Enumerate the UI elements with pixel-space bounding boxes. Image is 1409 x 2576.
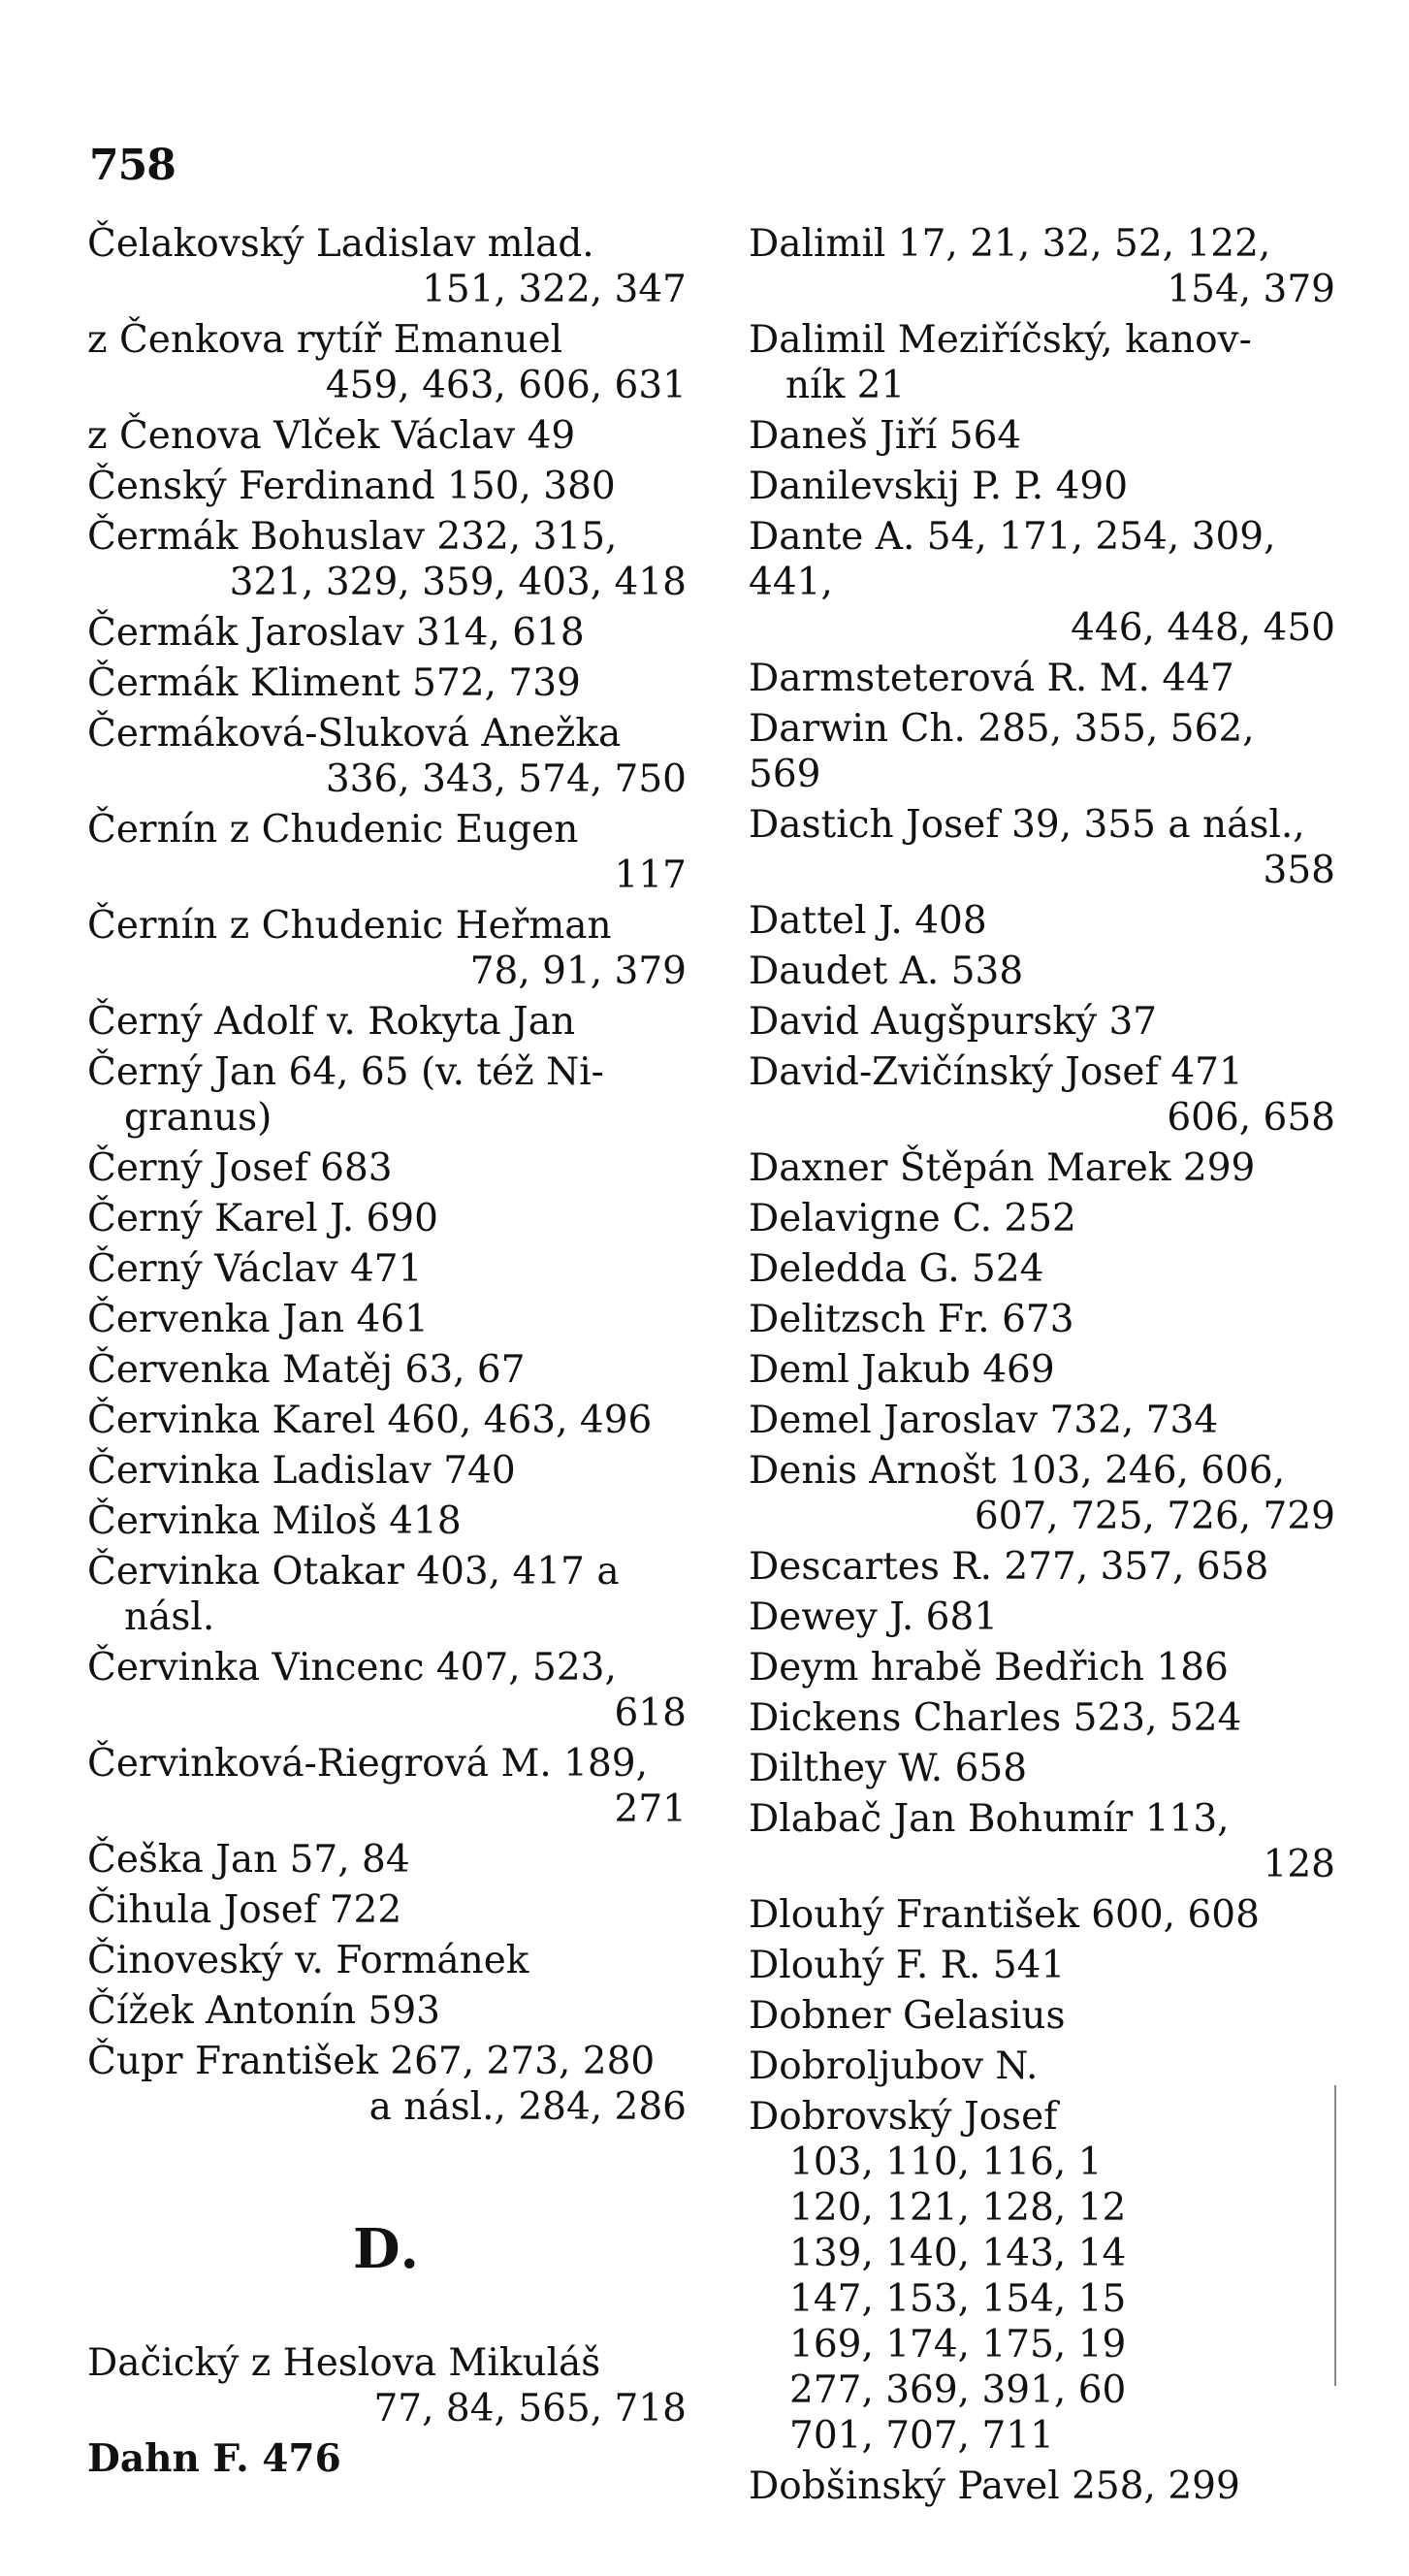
index-entry [749, 1297, 1335, 1342]
index-entry-pages: 117 [614, 853, 687, 897]
index-entry-pages: 128 [1263, 1843, 1335, 1886]
index-entry-continuation: granus) [124, 1096, 272, 1140]
index-entry [749, 1594, 1335, 1640]
index-entry-heading: Dickens Charles 523, 524 [749, 1696, 1242, 1740]
index-entry [87, 660, 687, 706]
index-entry [87, 1347, 687, 1393]
index-entry [749, 1246, 1335, 1292]
index-entry-pages: 169, 174, 175, 19 [789, 2323, 1127, 2367]
index-entry [87, 2039, 687, 2130]
index-entry [87, 1398, 687, 1443]
index-entry-pages: 358 [1263, 849, 1335, 892]
index-entry-heading: Dačický z Heslova Mikuláš [87, 2341, 601, 2385]
index-entry [749, 1347, 1335, 1393]
index-entry-pages: 277, 369, 391, 60 [789, 2368, 1127, 2412]
index-entry-heading: Čermák Bohuslav 232, 315, [87, 515, 618, 559]
index-entry [749, 1448, 1335, 1539]
index-entry [749, 2044, 1335, 2089]
index-entry-pages: 701, 707, 711 [789, 2414, 1054, 2458]
index-entry-heading: Čupr František 267, 273, 280 [87, 2040, 656, 2083]
index-entry-heading: Černý Josef 683 [87, 1146, 393, 1190]
index-entry [87, 1049, 687, 1141]
index-entry-heading: Činoveský v. Formánek [87, 1939, 529, 1982]
index-entry [87, 807, 687, 898]
index-entry-heading: Černín z Chudenic Eugen [87, 808, 579, 852]
index-entry-pages: 606, 658 [1167, 1096, 1335, 1140]
index-entry-continuation: násl. [124, 1595, 215, 1639]
index-entry [87, 999, 687, 1045]
index-entry [87, 317, 687, 408]
index-entry [87, 221, 687, 312]
index-entry [87, 1887, 687, 1933]
index-entry-heading: Darmsteterová R. M. 447 [749, 657, 1234, 700]
index-entry [87, 903, 687, 994]
index-entry-heading: Čížek Antonín 593 [87, 1989, 440, 2033]
index-entry-pages: 77, 84, 565, 718 [373, 2387, 687, 2431]
index-entry [87, 1498, 687, 1544]
index-entry-pages: a násl., 284, 286 [368, 2085, 687, 2129]
index-entry-heading: Červinková-Riegrová M. 189, [87, 1742, 649, 1786]
index-entry [749, 2094, 1335, 2459]
index-entry [749, 1049, 1335, 1141]
index-entry [87, 1645, 687, 1736]
index-entry-pages: 618 [614, 1691, 687, 1735]
index-entry-heading: Čermáková-Sluková Anežka [87, 712, 622, 756]
index-entry-heading: Denis Arnošt 103, 246, 606, [749, 1449, 1286, 1493]
index-entry-pages: 607, 725, 726, 729 [974, 1495, 1335, 1538]
index-entry-heading: Dahn F. 476 [87, 2436, 341, 2481]
index-entry-heading: Demel Jaroslav 732, 734 [749, 1399, 1219, 1442]
index-entry [749, 802, 1335, 893]
section-heading: D. [352, 2217, 422, 2281]
index-entry [749, 464, 1335, 509]
index-entry-heading: Dastich Josef 39, 355 a násl., [749, 803, 1305, 847]
index-entry-heading: Danilevskij P. P. 490 [749, 465, 1129, 508]
index-entry-heading: Čelakovský Ladislav mlad. [87, 222, 594, 266]
index-entry-heading: Dobroljubov N. [749, 2045, 1039, 2088]
index-entry [87, 711, 687, 802]
index-entry [87, 1549, 687, 1640]
index-entry-heading: Daudet A. 538 [749, 950, 1024, 993]
index-entry-heading: Descartes R. 277, 357, 658 [749, 1545, 1269, 1589]
index-entry-heading: Dattel J. 408 [749, 899, 987, 943]
index-entry-heading: Červinka Ladislav 740 [87, 1449, 516, 1493]
index-column-right [749, 221, 1335, 2514]
index-entry [749, 1796, 1335, 1887]
index-entry-heading: Čihula Josef 722 [87, 1888, 402, 1932]
index-entry-heading: Dlouhý F. R. 541 [749, 1944, 1066, 1987]
index-entry-heading: Dobrovský Josef [749, 2095, 1058, 2139]
index-entry-heading: Černý Karel J. 690 [87, 1197, 438, 1240]
index-entry-heading: Delavigne C. 252 [749, 1197, 1076, 1240]
index-entry-heading: Červinka Otakar 403, 417 a [87, 1550, 620, 1594]
index-entry-pages: 271 [614, 1787, 687, 1831]
index-entry-heading: Dlouhý František 600, 608 [749, 1893, 1260, 1937]
index-entry-pages: 120, 121, 128, 12 [789, 2186, 1127, 2230]
index-entry-heading: Červinka Karel 460, 463, 496 [87, 1399, 653, 1442]
index-entry-heading: Černín z Chudenic Heřman [87, 904, 612, 948]
index-entry-heading: Češka Jan 57, 84 [87, 1838, 410, 1882]
index-entry-heading: David Augšpurský 37 [749, 1000, 1158, 1044]
index-entry-heading: Deml Jakub 469 [749, 1348, 1055, 1392]
index-entry-heading: Červinka Vincenc 407, 523, [87, 1646, 617, 1690]
index-entry-heading: Dlabač Jan Bohumír 113, [749, 1797, 1230, 1841]
index-entry-heading: Deym hrabě Bedřich 186 [749, 1646, 1229, 1690]
index-entry-pages: 139, 140, 143, 14 [789, 2232, 1127, 2275]
index-entry [87, 1837, 687, 1883]
page-number: 758 [89, 141, 176, 190]
index-entry-pages: 151, 322, 347 [422, 268, 687, 311]
index-entry [749, 1145, 1335, 1191]
index-entry-heading: Dobner Gelasius [749, 1994, 1066, 2038]
index-entry [87, 413, 687, 459]
index-entry-heading: David-Zvičínský Josef 471 [749, 1050, 1243, 1094]
index-entry [749, 1398, 1335, 1443]
index-entry-heading: Černý Adolf v. Rokyta Jan [87, 1000, 576, 1044]
index-entry-heading: Deledda G. 524 [749, 1247, 1044, 1291]
index-entry-heading: Daneš Jiří 564 [749, 414, 1022, 458]
index-entry-heading: Delitzsch Fr. 673 [749, 1298, 1074, 1341]
index-entry [749, 1943, 1335, 1988]
index-entry-heading: Darwin Ch. 285, 355, 562, 569 [749, 707, 1255, 796]
index-entry-heading: Červinka Miloš 418 [87, 1499, 462, 1543]
index-entry [749, 317, 1335, 408]
index-entry [749, 898, 1335, 944]
index-entry-heading: Dalimil 17, 21, 32, 52, 122, [749, 222, 1271, 266]
index-entry [87, 610, 687, 656]
index-entry-continuation: ník 21 [785, 364, 906, 407]
index-entry-pages: 446, 448, 450 [1071, 606, 1335, 650]
index-entry [749, 1993, 1335, 2039]
index-entry [749, 999, 1335, 1045]
index-entry-heading: Červenka Matěj 63, 67 [87, 1348, 526, 1392]
index-entry-heading: Daxner Štěpán Marek 299 [749, 1146, 1256, 1190]
index-entry [749, 949, 1335, 994]
index-entry-pages: 103, 110, 116, 1 [789, 2141, 1103, 2184]
index-entry [749, 221, 1335, 312]
index-entry [749, 706, 1335, 797]
index-entry-heading: Červenka Jan 461 [87, 1298, 429, 1341]
index-entry [749, 1892, 1335, 1938]
index-entry [749, 1746, 1335, 1791]
index-entry [749, 413, 1335, 459]
index-column-left [87, 221, 687, 2487]
column-edge-rule [1334, 2085, 1336, 2386]
index-entry-heading: Čermák Kliment 572, 739 [87, 661, 581, 705]
index-entry-pages: 154, 379 [1167, 268, 1335, 311]
index-entry-heading: z Čenova Vlček Václav 49 [87, 414, 576, 458]
index-entry [87, 1741, 687, 1832]
index-entry-pages: 336, 343, 574, 750 [325, 757, 687, 801]
index-entry [87, 2436, 687, 2482]
index-entry [749, 1645, 1335, 1690]
index-entry-heading: z Čenkova rytíř Emanuel [87, 318, 563, 362]
index-entry-heading: Čenský Ferdinand 150, 380 [87, 465, 616, 508]
index-entry [87, 2340, 687, 2431]
index-entry [87, 1448, 687, 1494]
index-entry [87, 514, 687, 605]
index-entry [87, 1196, 687, 1241]
index-entry-pages: 147, 153, 154, 15 [789, 2277, 1127, 2321]
index-entry-heading: Čermák Jaroslav 314, 618 [87, 611, 585, 655]
index-entry-heading: Dalimil Meziříčský, kanov- [749, 318, 1252, 362]
index-entry [749, 1544, 1335, 1590]
index-entry [749, 514, 1335, 651]
index-entry-pages: 321, 329, 359, 403, 418 [229, 561, 687, 604]
index-entry [87, 464, 687, 509]
index-entry [87, 1246, 687, 1292]
index-entry-pages: 459, 463, 606, 631 [325, 364, 687, 407]
index-entry-pages: 78, 91, 379 [469, 950, 687, 993]
index-entry-heading: Černý Václav 471 [87, 1247, 423, 1291]
index-entry-heading: Černý Jan 64, 65 (v. též Ni- [87, 1050, 604, 1094]
index-entry [87, 1938, 687, 1983]
index-entry-heading: Dewey J. 681 [749, 1595, 999, 1639]
index-entry-heading: Dilthey W. 658 [749, 1747, 1028, 1790]
index-entry-heading: Dante A. 54, 171, 254, 309, 441, [749, 515, 1276, 604]
index-entry [87, 1297, 687, 1342]
index-entry [749, 2463, 1335, 2509]
index-entry [749, 1196, 1335, 1241]
index-entry [749, 1695, 1335, 1741]
index-entry-heading: Dobšinský Pavel 258, 299 [749, 2464, 1240, 2508]
index-entry [87, 1988, 687, 2034]
index-entry [87, 1145, 687, 1191]
index-entry [749, 656, 1335, 701]
